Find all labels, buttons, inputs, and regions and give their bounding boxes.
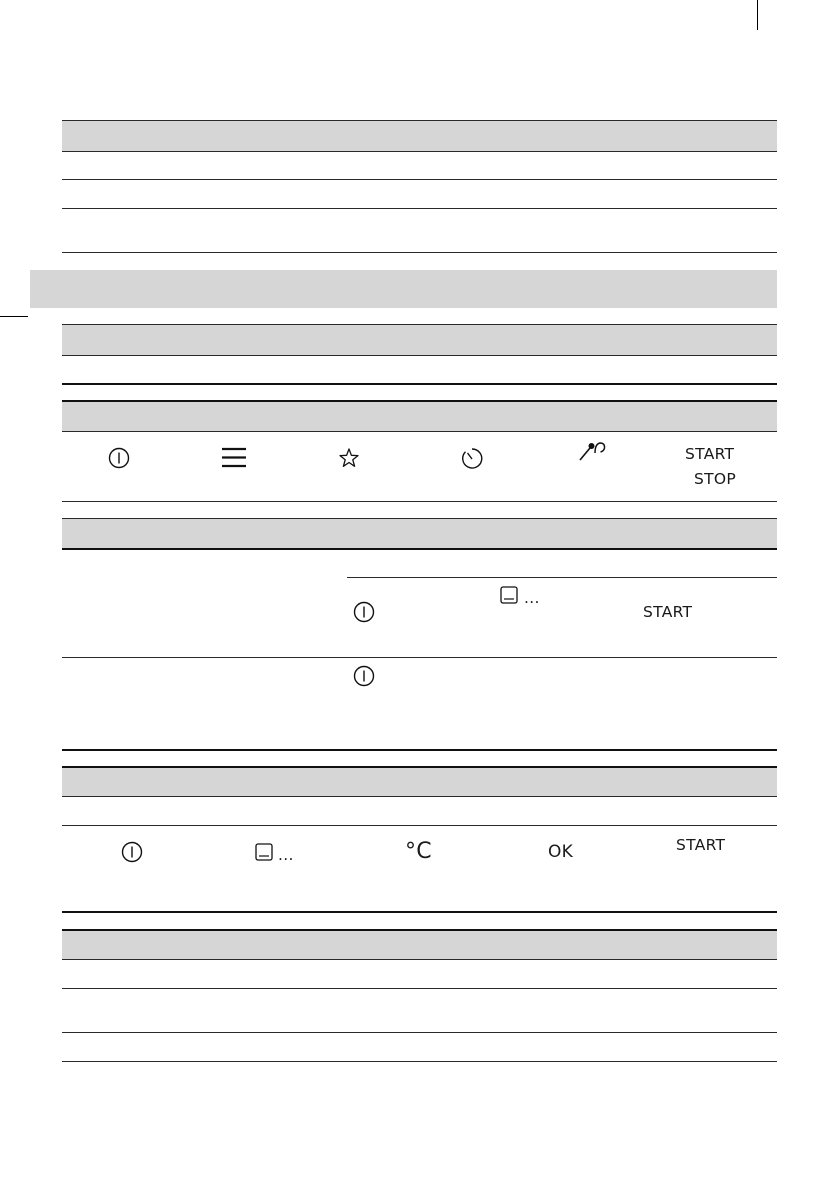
table-rule	[62, 959, 777, 960]
table-header-band	[62, 325, 777, 355]
table-rule	[62, 179, 777, 180]
table-rule	[62, 501, 777, 502]
table-rule	[62, 796, 777, 797]
table-rule	[62, 120, 777, 121]
crop-mark-top	[757, 0, 758, 30]
oven-function-icon	[500, 586, 518, 604]
start-label: START	[643, 603, 693, 621]
table-header-band	[62, 401, 777, 431]
table-rule	[62, 518, 777, 519]
table-rule	[62, 766, 777, 768]
table-rule	[62, 825, 777, 826]
table-rule	[62, 208, 777, 209]
table-rule	[62, 431, 777, 432]
ellipsis: ...	[278, 846, 294, 864]
menu-icon	[222, 447, 246, 469]
crop-mark-left	[0, 316, 28, 317]
table-rule	[62, 988, 777, 989]
table-header-band	[62, 121, 777, 151]
table-rule	[62, 548, 777, 550]
start-label: START	[685, 445, 735, 463]
table-rule	[62, 1061, 777, 1062]
table-rule	[62, 911, 777, 913]
star-icon	[338, 447, 360, 469]
table-rule	[62, 252, 777, 253]
power-icon	[121, 841, 143, 863]
temperature-icon: °C	[405, 839, 432, 864]
start-label: START	[676, 836, 726, 854]
table-rule	[62, 929, 777, 931]
oven-function-icon	[255, 843, 273, 861]
table-header-band	[62, 930, 777, 959]
table-rule	[62, 749, 777, 751]
table-rule	[62, 657, 777, 658]
power-icon	[353, 665, 375, 687]
power-icon	[108, 447, 130, 469]
timer-icon	[461, 446, 483, 470]
table-header-band	[62, 767, 777, 796]
table-rule	[62, 400, 777, 402]
ok-label: OK	[548, 842, 574, 862]
ellipsis: ...	[524, 589, 540, 607]
table-rule	[62, 151, 777, 152]
power-icon	[353, 601, 375, 623]
table-rule	[347, 577, 777, 578]
table-rule	[62, 383, 777, 385]
table-rule	[62, 1032, 777, 1033]
table-rule	[62, 355, 777, 356]
section-heading-band	[30, 270, 777, 308]
table-header-band	[62, 519, 777, 548]
stop-label: STOP	[694, 470, 737, 488]
table-rule	[62, 324, 777, 325]
meat-probe-icon	[579, 440, 607, 462]
